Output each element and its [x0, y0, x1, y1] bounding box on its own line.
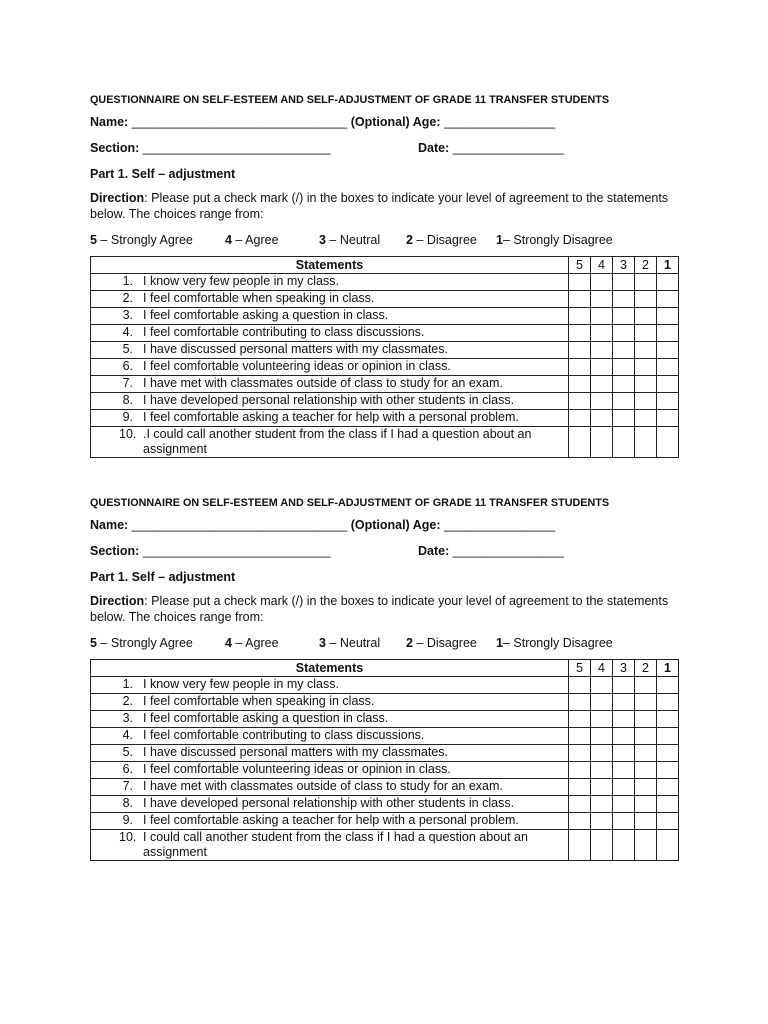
section-field[interactable]: ___________________________ [142, 141, 331, 155]
section-date-row [90, 138, 678, 164]
questionnaire-1 [90, 92, 678, 458]
statement-cell [91, 677, 569, 694]
rating-checkbox-2[interactable] [635, 728, 657, 745]
rating-checkbox-2[interactable] [635, 274, 657, 291]
scale-number: 4 [225, 233, 232, 247]
section-label: Section: [90, 141, 140, 155]
rating-checkbox-5[interactable] [569, 711, 591, 728]
statement-cell [91, 779, 569, 796]
rating-checkbox-3[interactable] [613, 427, 635, 458]
table-row [91, 677, 679, 694]
scale-option-2 [406, 230, 477, 250]
questionnaire-title: QUESTIONNAIRE ON SELF-ESTEEM AND SELF-ADJUSTMENT OF GRADE 11 TRANSFER STUDENTS [90, 497, 610, 509]
age-label: (Optional) Age: [350, 518, 441, 532]
statement-text: I feel comfortable asking a question in class. [143, 308, 389, 322]
statement-text: I know very few people in my class. [143, 677, 339, 691]
rating-checkbox-4[interactable] [591, 745, 613, 762]
rating-checkbox-2[interactable] [635, 376, 657, 393]
rating-checkbox-3[interactable] [613, 376, 635, 393]
rating-checkbox-2[interactable] [635, 359, 657, 376]
rating-checkbox-3[interactable] [613, 813, 635, 830]
statement-cell [91, 830, 569, 861]
rating-checkbox-1[interactable] [657, 813, 679, 830]
table-row [91, 779, 679, 796]
statement-text: I have discussed personal matters with my classmates. [143, 745, 448, 759]
rating-checkbox-1[interactable] [657, 274, 679, 291]
scale-option-2 [406, 633, 477, 653]
direction-body: : Please put a check mark (/) in the boxes to indicate your level of agreement to the statements below. The choices range from: [90, 191, 669, 221]
statement-text: I feel comfortable contributing to class discussions. [143, 325, 425, 339]
section-label: Section: [90, 544, 140, 558]
statement-text: .I could call another student from the class if I had a question about an assignment [143, 427, 532, 456]
statement-cell [91, 427, 569, 458]
part-heading: Part 1. Self – adjustment [90, 167, 236, 181]
rating-checkbox-5[interactable] [569, 677, 591, 694]
table-row [91, 410, 679, 427]
scale-option-3 [319, 633, 380, 653]
statement-number: 2. [122, 694, 133, 708]
scale-label: – Agree [231, 636, 279, 650]
rating-header-1: 1 [657, 257, 679, 274]
name-age-row [90, 112, 678, 138]
scale-number: 3 [319, 636, 326, 650]
table-header-row [91, 257, 679, 274]
rating-checkbox-2[interactable] [635, 393, 657, 410]
rating-checkbox-4[interactable] [591, 376, 613, 393]
statement-number: 8. [122, 393, 133, 407]
statement-number: 1. [122, 677, 133, 691]
rating-checkbox-4[interactable] [591, 274, 613, 291]
rating-checkbox-1[interactable] [657, 745, 679, 762]
rating-checkbox-1[interactable] [657, 325, 679, 342]
statement-cell [91, 796, 569, 813]
rating-checkbox-5[interactable] [569, 694, 591, 711]
rating-checkbox-4[interactable] [591, 427, 613, 458]
rating-checkbox-1[interactable] [657, 291, 679, 308]
rating-checkbox-5[interactable] [569, 325, 591, 342]
rating-header-5: 5 [569, 660, 591, 677]
statement-number: 9. [122, 813, 133, 827]
rating-checkbox-5[interactable] [569, 359, 591, 376]
statement-number: 7. [122, 779, 133, 793]
scale-label: – Strongly Agree [96, 636, 193, 650]
rating-checkbox-5[interactable] [569, 342, 591, 359]
scale-label: – Strongly Disagree [502, 233, 613, 247]
rating-checkbox-2[interactable] [635, 745, 657, 762]
statement-text: I have met with classmates outside of class to study for an exam. [143, 779, 503, 793]
statement-cell [91, 359, 569, 376]
rating-checkbox-2[interactable] [635, 762, 657, 779]
rating-checkbox-1[interactable] [657, 677, 679, 694]
date-field[interactable]: ________________ [452, 141, 564, 155]
direction-text [90, 190, 678, 230]
scale-label: – Strongly Agree [96, 233, 193, 247]
rating-checkbox-3[interactable] [613, 745, 635, 762]
statement-number: 6. [122, 359, 133, 373]
table-header-row [91, 660, 679, 677]
rating-checkbox-4[interactable] [591, 325, 613, 342]
scale-option-5 [90, 633, 193, 653]
statement-cell [91, 410, 569, 427]
statement-cell [91, 291, 569, 308]
rating-checkbox-3[interactable] [613, 342, 635, 359]
table-row [91, 762, 679, 779]
name-age-row [90, 515, 678, 541]
scale-option-1 [496, 230, 613, 250]
statement-text: I have developed personal relationship with other students in class. [143, 796, 515, 810]
rating-checkbox-4[interactable] [591, 830, 613, 861]
table-row [91, 830, 679, 861]
table-row [91, 728, 679, 745]
statement-cell [91, 393, 569, 410]
rating-checkbox-1[interactable] [657, 711, 679, 728]
rating-checkbox-5[interactable] [569, 813, 591, 830]
scale-number: 1 [496, 233, 503, 247]
statement-number: 4. [122, 325, 133, 339]
statement-text: I feel comfortable asking a teacher for help with a personal problem. [143, 410, 519, 424]
name-label: Name: [90, 115, 129, 129]
name-field[interactable]: _______________________________ [131, 518, 348, 532]
table-row [91, 711, 679, 728]
statement-number: 5. [122, 342, 133, 356]
statement-text: I feel comfortable asking a question in class. [143, 711, 389, 725]
table-row [91, 359, 679, 376]
scale-label: – Agree [231, 233, 279, 247]
rating-checkbox-5[interactable] [569, 728, 591, 745]
scale-number: 1 [496, 636, 503, 650]
statement-text: I have discussed personal matters with my classmates. [143, 342, 448, 356]
rating-checkbox-1[interactable] [657, 393, 679, 410]
rating-checkbox-3[interactable] [613, 291, 635, 308]
statement-cell [91, 694, 569, 711]
scale-option-4 [225, 230, 279, 250]
statement-text: I have met with classmates outside of class to study for an exam. [143, 376, 503, 390]
table-row [91, 796, 679, 813]
rating-checkbox-3[interactable] [613, 677, 635, 694]
rating-checkbox-2[interactable] [635, 427, 657, 458]
statement-cell [91, 728, 569, 745]
rating-checkbox-3[interactable] [613, 410, 635, 427]
table-row [91, 274, 679, 291]
table-row [91, 325, 679, 342]
statement-text: I feel comfortable when speaking in class. [143, 694, 375, 708]
rating-checkbox-3[interactable] [613, 762, 635, 779]
scale-label: – Disagree [412, 233, 477, 247]
rating-scale [90, 230, 678, 256]
direction-body: : Please put a check mark (/) in the boxes to indicate your level of agreement to the statements below. The choices range from: [90, 594, 669, 624]
table-row [91, 427, 679, 458]
rating-checkbox-2[interactable] [635, 677, 657, 694]
rating-checkbox-2[interactable] [635, 694, 657, 711]
rating-checkbox-5[interactable] [569, 410, 591, 427]
rating-checkbox-3[interactable] [613, 325, 635, 342]
statement-cell [91, 308, 569, 325]
rating-checkbox-2[interactable] [635, 291, 657, 308]
rating-checkbox-4[interactable] [591, 291, 613, 308]
rating-checkbox-3[interactable] [613, 274, 635, 291]
rating-checkbox-3[interactable] [613, 830, 635, 861]
rating-checkbox-1[interactable] [657, 410, 679, 427]
statement-cell [91, 325, 569, 342]
table-row [91, 342, 679, 359]
age-label: (Optional) Age: [350, 115, 441, 129]
statement-text: I feel comfortable volunteering ideas or opinion in class. [143, 359, 451, 373]
statement-number: 4. [122, 728, 133, 742]
rating-checkbox-2[interactable] [635, 410, 657, 427]
section-date-row [90, 541, 678, 567]
scale-option-1 [496, 633, 613, 653]
statement-number: 7. [122, 376, 133, 390]
rating-checkbox-2[interactable] [635, 308, 657, 325]
rating-checkbox-4[interactable] [591, 779, 613, 796]
rating-checkbox-2[interactable] [635, 342, 657, 359]
section-field[interactable]: ___________________________ [142, 544, 331, 558]
table-body [91, 677, 679, 861]
rating-checkbox-5[interactable] [569, 376, 591, 393]
rating-checkbox-2[interactable] [635, 830, 657, 861]
scale-number: 2 [406, 636, 413, 650]
rating-header-4: 4 [591, 257, 613, 274]
date-field[interactable]: ________________ [452, 544, 564, 558]
direction-label: Direction [90, 191, 145, 205]
table-row [91, 745, 679, 762]
statement-text: I have developed personal relationship with other students in class. [143, 393, 515, 407]
rating-checkbox-3[interactable] [613, 728, 635, 745]
table-row [91, 393, 679, 410]
rating-checkbox-3[interactable] [613, 694, 635, 711]
statement-cell [91, 711, 569, 728]
rating-header-1: 1 [657, 660, 679, 677]
rating-checkbox-5[interactable] [569, 830, 591, 861]
scale-label: – Neutral [325, 233, 381, 247]
rating-checkbox-3[interactable] [613, 393, 635, 410]
rating-checkbox-1[interactable] [657, 342, 679, 359]
statement-text: I feel comfortable contributing to class discussions. [143, 728, 425, 742]
name-label: Name: [90, 518, 129, 532]
rating-checkbox-4[interactable] [591, 308, 613, 325]
rating-header-2: 2 [635, 257, 657, 274]
rating-checkbox-1[interactable] [657, 779, 679, 796]
date-label: Date: [418, 141, 450, 155]
table-body [91, 274, 679, 458]
age-field[interactable]: ________________ [444, 518, 556, 532]
rating-checkbox-5[interactable] [569, 393, 591, 410]
rating-checkbox-1[interactable] [657, 830, 679, 861]
rating-checkbox-5[interactable] [569, 274, 591, 291]
statement-number: 3. [122, 711, 133, 725]
statements-header: Statements [91, 257, 569, 274]
rating-checkbox-5[interactable] [569, 308, 591, 325]
rating-checkbox-5[interactable] [569, 291, 591, 308]
rating-scale [90, 633, 678, 659]
statement-text: I feel comfortable when speaking in class. [143, 291, 375, 305]
statements-table [90, 256, 679, 458]
table-row [91, 308, 679, 325]
scale-number: 5 [90, 233, 97, 247]
rating-checkbox-2[interactable] [635, 813, 657, 830]
scale-number: 3 [319, 233, 326, 247]
direction-label: Direction [90, 594, 145, 608]
scale-label: – Disagree [412, 636, 477, 650]
statement-cell [91, 342, 569, 359]
rating-checkbox-3[interactable] [613, 308, 635, 325]
statement-text: I feel comfortable asking a teacher for help with a personal problem. [143, 813, 519, 827]
rating-checkbox-1[interactable] [657, 427, 679, 458]
statement-cell [91, 376, 569, 393]
rating-checkbox-4[interactable] [591, 728, 613, 745]
rating-checkbox-5[interactable] [569, 779, 591, 796]
statement-number: 8. [122, 796, 133, 810]
scale-option-4 [225, 633, 279, 653]
statement-number: 2. [122, 291, 133, 305]
statement-number: 5. [122, 745, 133, 759]
statement-number: 1. [122, 274, 133, 288]
rating-header-4: 4 [591, 660, 613, 677]
statement-number: 6. [122, 762, 133, 776]
questionnaire-title: QUESTIONNAIRE ON SELF-ESTEEM AND SELF-ADJUSTMENT OF GRADE 11 TRANSFER STUDENTS [90, 94, 610, 106]
statement-cell [91, 274, 569, 291]
statement-number: 3. [122, 308, 133, 322]
rating-checkbox-4[interactable] [591, 393, 613, 410]
rating-checkbox-4[interactable] [591, 410, 613, 427]
rating-checkbox-4[interactable] [591, 694, 613, 711]
rating-checkbox-4[interactable] [591, 342, 613, 359]
table-row [91, 694, 679, 711]
statement-cell [91, 762, 569, 779]
statement-text: I know very few people in my class. [143, 274, 339, 288]
rating-checkbox-5[interactable] [569, 762, 591, 779]
statements-header: Statements [91, 660, 569, 677]
rating-checkbox-1[interactable] [657, 359, 679, 376]
statement-text: I could call another student from the class if I had a question about an assignment [143, 830, 528, 859]
rating-checkbox-5[interactable] [569, 427, 591, 458]
scale-label: – Neutral [325, 636, 381, 650]
name-field[interactable]: _______________________________ [131, 115, 348, 129]
statement-number: 10. [119, 830, 137, 844]
part-heading: Part 1. Self – adjustment [90, 570, 236, 584]
rating-checkbox-1[interactable] [657, 376, 679, 393]
scale-option-3 [319, 230, 380, 250]
rating-checkbox-4[interactable] [591, 677, 613, 694]
scale-option-5 [90, 230, 193, 250]
questionnaire-2 [90, 495, 678, 861]
rating-checkbox-5[interactable] [569, 745, 591, 762]
table-row [91, 376, 679, 393]
rating-checkbox-1[interactable] [657, 796, 679, 813]
scale-label: – Strongly Disagree [502, 636, 613, 650]
table-row [91, 291, 679, 308]
rating-checkbox-2[interactable] [635, 796, 657, 813]
statement-text: I feel comfortable volunteering ideas or opinion in class. [143, 762, 451, 776]
rating-header-5: 5 [569, 257, 591, 274]
rating-checkbox-4[interactable] [591, 813, 613, 830]
rating-checkbox-3[interactable] [613, 359, 635, 376]
rating-checkbox-1[interactable] [657, 308, 679, 325]
rating-header-2: 2 [635, 660, 657, 677]
rating-checkbox-4[interactable] [591, 762, 613, 779]
statement-number: 9. [122, 410, 133, 424]
direction-text [90, 593, 678, 633]
statement-cell [91, 745, 569, 762]
rating-header-3: 3 [613, 660, 635, 677]
scale-number: 4 [225, 636, 232, 650]
rating-checkbox-3[interactable] [613, 796, 635, 813]
rating-checkbox-1[interactable] [657, 728, 679, 745]
rating-checkbox-4[interactable] [591, 796, 613, 813]
statements-table [90, 659, 679, 861]
rating-checkbox-2[interactable] [635, 711, 657, 728]
rating-checkbox-3[interactable] [613, 711, 635, 728]
scale-number: 2 [406, 233, 413, 247]
date-label: Date: [418, 544, 450, 558]
table-row [91, 813, 679, 830]
rating-checkbox-1[interactable] [657, 762, 679, 779]
rating-checkbox-5[interactable] [569, 796, 591, 813]
rating-checkbox-2[interactable] [635, 779, 657, 796]
rating-checkbox-1[interactable] [657, 694, 679, 711]
scale-number: 5 [90, 636, 97, 650]
statement-number: 10. [119, 427, 137, 441]
statement-cell [91, 813, 569, 830]
rating-checkbox-2[interactable] [635, 325, 657, 342]
rating-checkbox-4[interactable] [591, 711, 613, 728]
rating-checkbox-3[interactable] [613, 779, 635, 796]
age-field[interactable]: ________________ [444, 115, 556, 129]
rating-checkbox-4[interactable] [591, 359, 613, 376]
rating-header-3: 3 [613, 257, 635, 274]
